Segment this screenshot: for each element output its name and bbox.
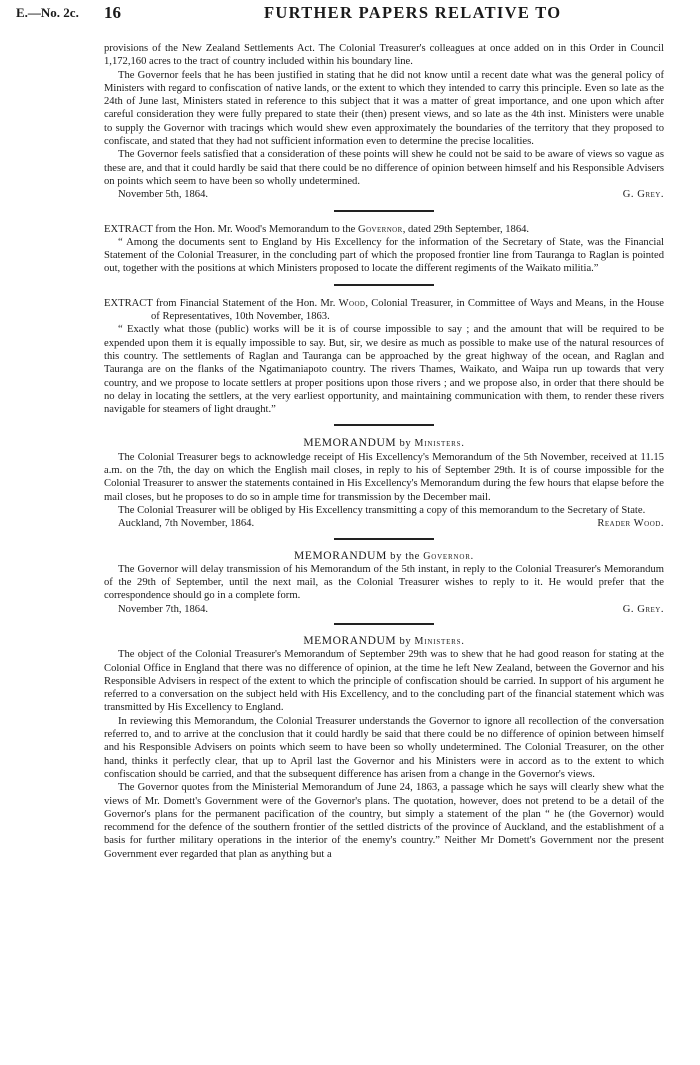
paragraph: In reviewing this Memorandum, the Colonial Treasurer understands the Governor to ignore all recollection of the conversation referred to, and to arrive at the conclusion that it could hardly be said that there could be no difference of opinion between himself and his Responsible Advisers on points which seem to have been so wholly undetermined. The Colonial Treasurer, on the other hand, thinks it perfectly clear, that up to April last the Governor and his Ministers were in accord as to the extent to which confiscation should be carried, and that the subsequent difference has arisen from a change in the Governor's views.: [104, 715, 664, 780]
section-divider: [334, 538, 434, 540]
section-divider: [334, 284, 434, 286]
date-line: November 7th, 1864.: [118, 603, 209, 615]
paragraph: The object of the Colonial Treasurer's Memorandum of September 29th was to shew that he had good reason for stating at the Colonial Office in England that there was no difference of opinion, at the time he left New Zealand, between the Governor and his Responsible Advisers in respect of the extent to which the principle of confiscation should be carried. In support of his argument he referred to a conversation on the subject held with His Excellency, and to the concluding part of the financial statement which was transmitted by His Excellency to England.: [104, 649, 664, 714]
section-divider: [334, 623, 434, 625]
signature: G. Grey.: [622, 189, 664, 201]
signature-line: [104, 603, 664, 616]
page-header: [16, 3, 684, 25]
paragraph: The Colonial Treasurer begs to acknowledge receipt of His Excellency's Memorandum of the 5th November, received at 11.15 a.m. on the 7th, the day on which the English mail closes, in reply to his of September 29th. It is of course impossible for the Colonial Treasurer to answer the statements contained in His Excellency's Memorandum during the few hours that elapse before the mail closes, but he proposes to do so in ample time for transmission by the December mail.: [104, 451, 664, 503]
section-divider: [334, 424, 434, 426]
memorandum-heading: MEMORANDUM by Ministers.: [303, 437, 465, 450]
signature-line: [104, 517, 664, 530]
document-code: E.—No. 2c.: [16, 5, 79, 20]
running-title: FURTHER PAPERS RELATIVE TO: [264, 3, 562, 22]
paragraph: The Governor feels that he has been justified in stating that he did not know until a recent date what was the general policy of Ministers with regard to confiscation of native lands, or the extent to which they intended to carry this principle. Even so late as the 24th of June last, Ministers stated in reference to this subject that it was a matter of great importance, and one upon which after careful consideration they were fully prepared to state their (then) present views, and so late as the 4th inst. Ministers were unable to supply the Governor with tracings which would shew even approximately the boundaries of the territory that they proposed to confiscate, and stated that they had not sufficient information even to determine the precise localities.: [104, 69, 664, 148]
signature: Reader Wood.: [597, 518, 664, 530]
paragraph: The Governor will delay transmission of his Memorandum of the 5th instant, in reply to the Colonial Treasurer's Memorandum of the 29th of September, until the next mail, as the Colonial Treasurer wishes to reply to it. He would prefer that the correspondence should go in a complete form.: [104, 563, 664, 602]
memorandum-heading: MEMORANDUM by the Governor.: [294, 549, 474, 562]
memorandum-heading: MEMORANDUM by Ministers.: [303, 634, 465, 647]
paragraph: provisions of the New Zealand Settlements Act. The Colonial Treasurer's colleagues at once added on in this Order in Council 1,172,160 acres to the tract of country included within his boundary line.: [104, 43, 664, 68]
paragraph: The Governor quotes from the Ministerial Memorandum of June 24, 1863, a passage which he says will clearly shew what the views of Mr. Domett's Government were of the Governor's plans. The quotation, however, does not pretend to be a detail of the Governor's plans for the permanent pacification of the country, but simply a statement of the plan “ he (the Governor) would recommend for the defence of the southern frontier of the settled districts of the province of Auckland, and the establishment of a basis for further military operations in the interior of the enemy's country.” Neither Mr Domett's Government nor the present Government ever regarded that plan as anything but a: [104, 782, 664, 860]
page-number: 16: [104, 3, 121, 22]
extract-heading: EXTRACT from Financial Statement of the Hon. Mr. Wood, Colonial Treasurer, in Committee of Ways and Means, in the House of Representatives, 10th November, 1863.: [104, 297, 664, 323]
document-body: [104, 42, 664, 861]
signature: G. Grey.: [622, 603, 664, 615]
quoted-paragraph: “ Among the documents sent to England by His Excellency for the information of the Secretary of State, was the Financial Statement of the Colonial Treasurer, in the concluding part of which the proposed frontier line from Tauranga to Raglan is pointed out, together with the positions at which Ministers proposed to locate the different regiments of the Waikato militia.”: [104, 236, 664, 275]
section-divider: [334, 210, 434, 212]
quoted-paragraph: “ Exactly what those (public) works will be it is of course impossible to say ; and the amount that will be required to be expended upon them it is equally impossible to say. But, sir, we desire as much as possible to make use of the natural resources of this country. The settlements of Raglan and Tauranga can be approached by the great highway of the ocean, and Raglan and Tauranga are on the flanks of the Ngatimaniapoto country. The rivers Thames, Waikato, and Waipa run up towards that very country, and we propose to locate settlers at proper positions upon those rivers ; and we propose also, in order that there should be no delay in locating the settlers, at the very earliest opportunity, and maintaining communication with them, to render these rivers navigable for steamers of light draught.”: [104, 324, 664, 416]
date-line: November 5th, 1864.: [118, 189, 209, 201]
paragraph: The Governor feels satisfied that a consideration of these points will shew he could not be said to be aware of views so vague as these are, and that it could hardly be said that there could be no difference of opinion between himself and his Responsible Advisers on points which seem to have been so wholly undetermined.: [104, 149, 664, 187]
paragraph: The Colonial Treasurer will be obliged by His Excellency transmitting a copy of this memorandum to the Secretary of State.: [118, 504, 646, 516]
date-line: Auckland, 7th November, 1864.: [118, 518, 255, 530]
signature-line: [104, 188, 664, 201]
extract-heading: EXTRACT from the Hon. Mr. Wood's Memorandum to the Governor, dated 29th September, 1864.: [104, 223, 530, 235]
